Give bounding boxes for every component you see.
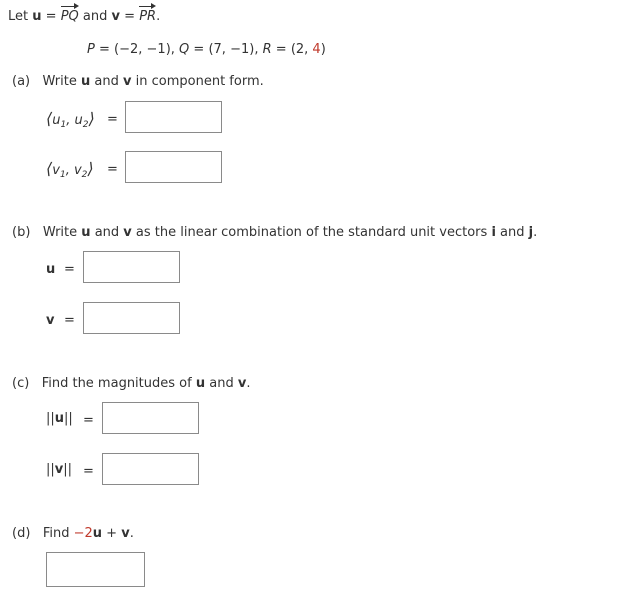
u-magnitude-label: ||u|| (46, 411, 73, 426)
v-magnitude-input[interactable] (102, 453, 199, 485)
vector-u-label: u (32, 9, 42, 24)
v-magnitude-label: ||v|| (46, 462, 73, 477)
part-d-letter: (d) (12, 526, 31, 541)
v-label: v (46, 313, 55, 328)
u-magnitude-input[interactable] (102, 402, 199, 434)
vector-pr (139, 9, 156, 24)
equals-sign: = (107, 112, 118, 127)
equals-sign: = (64, 262, 75, 277)
part-d-prompt: (d) Find −2u + v. (12, 526, 134, 541)
point-r-label: R (262, 42, 272, 57)
u-components-label: $⟨u_1$, $u_2⟩$ (46, 109, 95, 130)
equals-sign: = (107, 162, 118, 177)
point-q-coords: (7, −1) (208, 42, 255, 57)
vector-pq (61, 9, 79, 24)
equals-sign: = (83, 464, 94, 479)
vector-pq-label: PQ (60, 9, 79, 24)
part-c-prompt: (c) Find the magnitudes of u and v. (12, 376, 251, 391)
u-label: u (46, 262, 56, 277)
coefficient-value: −2 (73, 526, 93, 541)
intro-period: . (156, 9, 161, 24)
v-components-label: $⟨v_1$, $v_2⟩$ (46, 159, 94, 180)
intro-line (8, 9, 160, 24)
part-a-prompt: (a) Write u and v in component form. (12, 74, 264, 89)
equals-sign: = (124, 9, 136, 24)
u-component-input[interactable] (125, 101, 222, 133)
part-b-letter: (b) (12, 225, 31, 240)
combination-answer-input[interactable] (46, 552, 145, 587)
equals-sign: = (45, 9, 57, 24)
point-r-coords: (2, 4) (290, 42, 326, 57)
u-linear-combination-input[interactable] (83, 251, 180, 283)
point-p-label: P (87, 42, 95, 57)
intro-and-text: and (82, 9, 108, 24)
vector-arrow-icon (139, 4, 156, 10)
v-linear-combination-input[interactable] (83, 302, 180, 334)
equals-sign: = (83, 413, 94, 428)
part-a-letter: (a) (12, 74, 31, 89)
points-line: P = (−2, −1), Q = (7, −1), R = (2, 4) (87, 42, 326, 57)
vector-pr-label: PR (139, 9, 157, 24)
equals-sign: = (64, 313, 75, 328)
vector-arrow-icon (61, 4, 79, 10)
point-p-coords: (−2, −1) (114, 42, 171, 57)
intro-let-text: Let (8, 9, 29, 24)
point-r-y-value: 4 (312, 42, 321, 57)
part-b-prompt: (b) Write u and v as the linear combination of the standard unit vectors i and j. (12, 225, 538, 240)
vector-v-label: v (111, 9, 121, 24)
part-c-letter: (c) (12, 376, 30, 391)
point-q-label: Q (179, 42, 190, 57)
v-component-input[interactable] (125, 151, 222, 183)
